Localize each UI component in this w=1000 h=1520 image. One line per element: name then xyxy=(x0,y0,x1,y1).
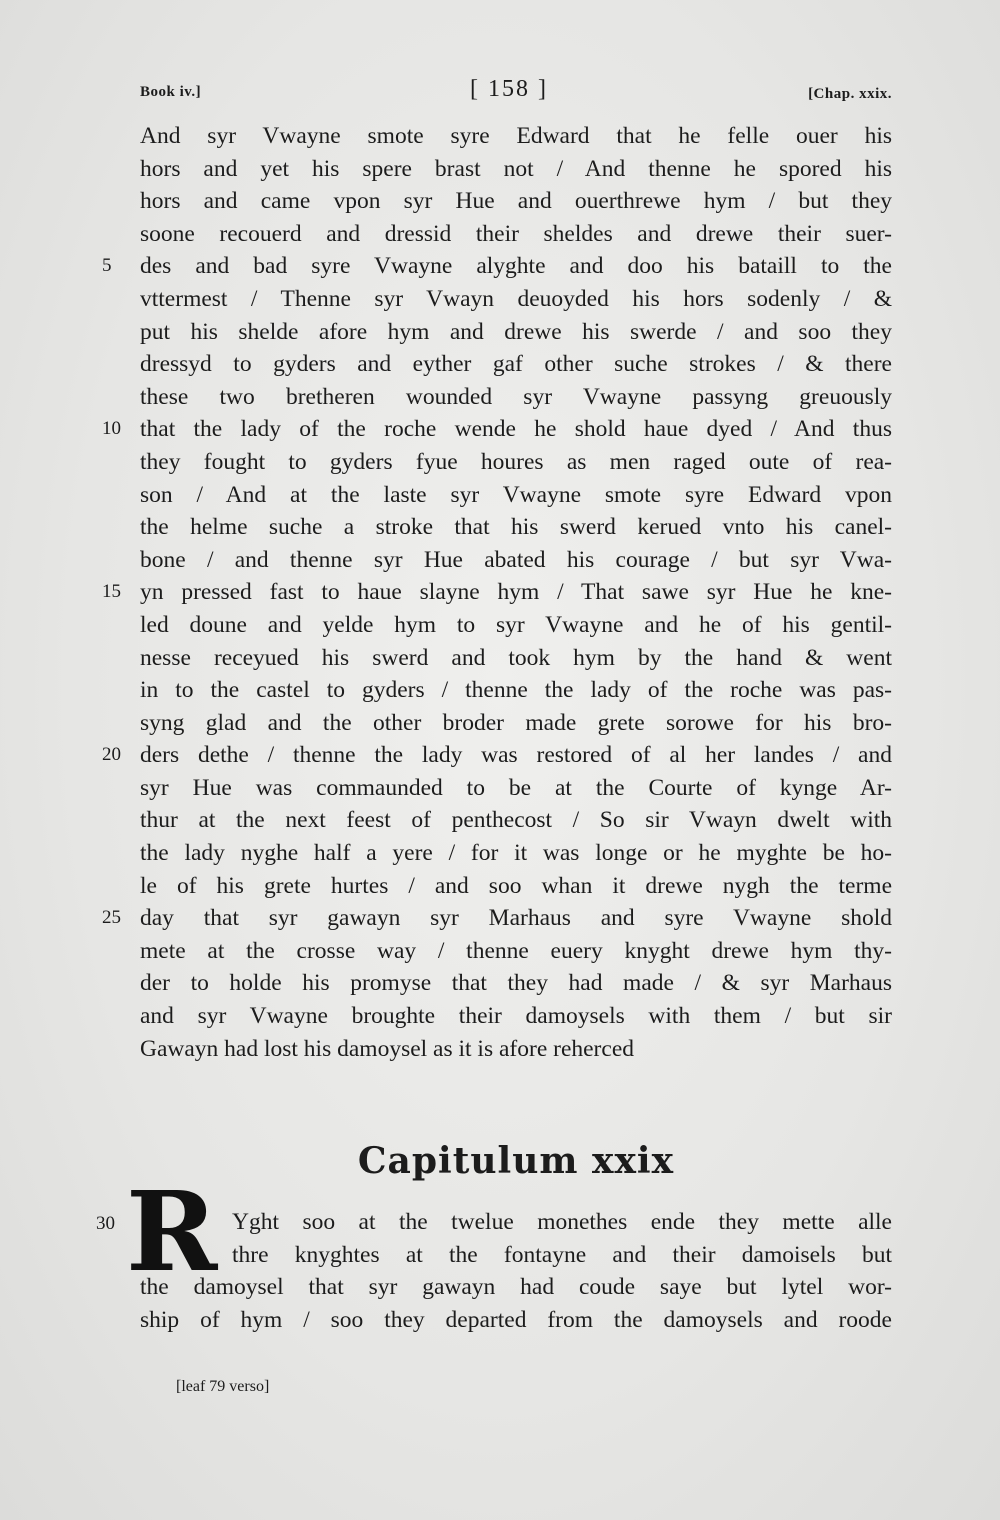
line-text: hors and yet his spere brast not / And thenne he spored his xyxy=(140,155,892,182)
line-text: des and bad syre Vwayne alyghte and doo his bataill to the xyxy=(140,253,892,280)
line-text: the helme suche a stroke that his swerd kerued vnto his canel- xyxy=(140,514,892,541)
text-line xyxy=(102,250,892,283)
line-text: thur at the next feest of penthecost / So sir Vwayn dwelt with xyxy=(140,807,892,834)
text-line xyxy=(140,870,892,903)
line-text: ders dethe / thenne the lady was restored of al her landes / and xyxy=(140,742,892,769)
line-text: nesse receyued his swerd and took hym by the hand & went xyxy=(140,644,892,671)
text-line xyxy=(102,902,892,935)
line-text: mete at the crosse way / thenne euery knyght drewe hym thy- xyxy=(140,937,892,964)
line-text: that the lady of the roche wende he shold haue dyed / And thus xyxy=(140,416,892,443)
line-text: these two bretheren wounded syr Vwayne passyng greuously xyxy=(140,383,892,410)
text-line xyxy=(140,185,892,218)
line-text: they fought to gyders fyue houres as men raged oute of rea- xyxy=(140,448,892,475)
text-line xyxy=(140,1000,892,1033)
text-line xyxy=(140,804,892,837)
chapter-rest xyxy=(140,1271,892,1336)
line-text: syng glad and the other broder made grete sorowe for his bro- xyxy=(140,709,892,736)
line-text: day that syr gawayn syr Marhaus and syre Vwayne shold xyxy=(140,905,892,932)
text-line xyxy=(140,609,892,642)
line-text: bone / and thenne syr Hue abated his courage / but syr Vwa- xyxy=(140,546,892,573)
text-line xyxy=(140,544,892,577)
line-number: 25 xyxy=(102,907,121,929)
text-line xyxy=(140,511,892,544)
text-line xyxy=(140,674,892,707)
running-head-chapter: [Chap. xxix. xyxy=(808,86,892,102)
text-line xyxy=(140,642,892,675)
text-line xyxy=(140,935,892,968)
chapter-line: the damoysel that syr gawayn had coude saye but lytel wor- xyxy=(140,1274,892,1301)
line-text: yn pressed fast to haue slayne hym / That sawe syr Hue he kne- xyxy=(140,579,892,606)
line-text: and syr Vwayne broughte their damoysels with them / but sir xyxy=(140,1003,892,1030)
chapter-line xyxy=(140,1239,892,1272)
text-line xyxy=(140,120,892,153)
line-number: 30 xyxy=(96,1213,115,1234)
leaf-note: [leaf 79 verso] xyxy=(176,1378,270,1395)
line-text: hors and came vpon syr Hue and ouerthrewe hym / but they xyxy=(140,188,892,215)
text-line xyxy=(102,413,892,446)
drop-cap-initial: R xyxy=(126,1167,210,1296)
line-text: le of his grete hurtes / and soo whan it drewe nygh the terme xyxy=(140,872,892,899)
text-line xyxy=(140,772,892,805)
text-line xyxy=(140,707,892,740)
line-text: syr Hue was commaunded to be at the Courte of kynge Ar- xyxy=(140,774,892,801)
text-line xyxy=(140,218,892,251)
text-line xyxy=(140,479,892,512)
text-line xyxy=(140,837,892,870)
body-text xyxy=(102,120,892,1065)
text-line xyxy=(140,153,892,186)
text-line xyxy=(140,283,892,316)
line-number: 5 xyxy=(102,255,112,277)
line-number: 20 xyxy=(102,744,121,766)
text-line xyxy=(140,348,892,381)
text-line xyxy=(140,1033,892,1066)
running-head-book: Book iv.] xyxy=(140,84,202,100)
text-line xyxy=(140,316,892,349)
text-line xyxy=(102,739,892,772)
running-head xyxy=(140,76,892,106)
chapter-line: ship of hym / soo they departed from the damoysels and roode xyxy=(140,1306,892,1333)
text-line xyxy=(140,967,892,1000)
chapter-heading: Capitulum xxix xyxy=(357,1140,675,1182)
line-text: put his shelde afore hym and drewe his swerde / and soo they xyxy=(140,318,892,345)
line-text: Gawayn had lost his damoysel as it is afore reherced xyxy=(140,1035,634,1062)
line-text: the lady nyghe half a yere / for it was longe or he myghte be ho- xyxy=(140,840,892,867)
line-text: der to holde his promyse that they had made / & syr Marhaus xyxy=(140,970,892,997)
page-number: [ 158 ] xyxy=(470,76,548,102)
line-text: led doune and yelde hym to syr Vwayne and he of his gentil- xyxy=(140,611,892,638)
chapter-text xyxy=(96,1167,892,1336)
text-line xyxy=(140,446,892,479)
line-text: vttermest / Thenne syr Vwayn deuoyded his hors sodenly / & xyxy=(140,285,892,312)
line-number: 15 xyxy=(102,581,121,603)
line-text: And syr Vwayne smote syre Edward that he felle ouer his xyxy=(140,123,892,149)
line-text: dressyd to gyders and eyther gaf other suche strokes / & there xyxy=(140,351,892,378)
line-number: 10 xyxy=(102,418,121,440)
line-text: soone recouerd and dressid their sheldes and drewe their suer- xyxy=(140,220,892,247)
text-line xyxy=(102,576,892,609)
line-text: in to the castel to gyders / thenne the lady of the roche was pas- xyxy=(140,677,892,704)
chapter-line-text: thre knyghtes at the fontayne and their damoisels but xyxy=(232,1241,892,1268)
text-line xyxy=(140,381,892,414)
chapter-line-text: Yght soo at the twelue monethes ende they mette alle xyxy=(232,1209,892,1235)
line-text: son / And at the laste syr Vwayne smote syre Edward vpon xyxy=(140,481,892,508)
